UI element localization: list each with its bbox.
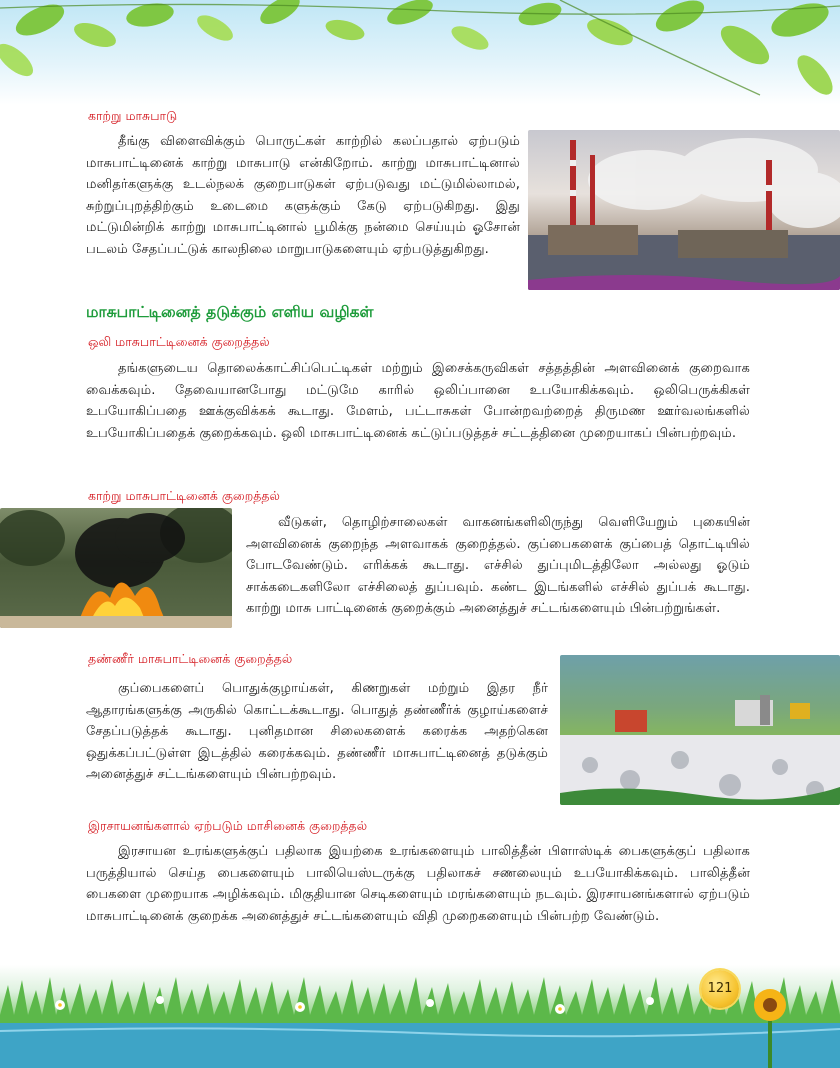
top-leaf-banner: [0, 0, 840, 105]
noise-pollution-heading: ஒலி மாசுபாட்டினைக் குறைத்தல்: [88, 334, 270, 349]
landfill-photo: [560, 655, 840, 805]
leaves-decoration-icon: [0, 0, 840, 105]
chemical-reduce-heading: இரசாயனங்களால் ஏற்படும் மாசினைக் குறைத்தல்: [88, 818, 368, 833]
fire-icon: [0, 508, 232, 628]
water-reduce-paragraph: குப்பைகளைப் பொதுக்குழாய்கள், கிணறுகள் மற்றும் இதர நீர் ஆதாரங்களுக்கு அருகில் கொட்டக்கூடாது. பொதுத் தண்ணீர்க் குழாய்களைச் சேதப்படுத்தக் கூடாது. புனிதமான சிலைகளைக் கரைக்க அதற்கென ஒதுக்கப்பட்டுள்ள இடத்தில் கரைக்கவும். தண்ணீர் மாசுபாட்டினைத் தடுக்கும் அனைத்துச் சட்டங்களையும் பின்பற்றவும்.: [86, 681, 548, 782]
page-number: 121: [701, 970, 739, 1008]
air-pollution-paragraph: தீங்கு விளைவிக்கும் பொருட்கள் காற்றில் கலப்பதால் ஏற்படும் மாசுபாட்டினைக் காற்று மாசுபாடு என்கிறோம். காற்று மாசுபாட்டினால் மனிதர்களுக்கு உடல்நலக் குறைபாடுகள் ஏற்படுவது மட்டுமில்லாமல், சுற்றுப்புறத்திற்கும் உடைமை களுக்கும் கேடு ஏற்படுகிறது. இது மட்டுமின்றிக் காற்று மாசுபாட்டினால் பூமிக்கு நன்மை செய்யும் ஓசோன் படலம் சேதப்பட்டுக் காலநிலை மாறுபாடுகளையும் ஏற்படுத்துகிறது.: [86, 134, 520, 257]
landfill-icon: [560, 655, 840, 805]
air-pollution-heading: காற்று மாசுபாடு: [88, 108, 178, 123]
factory-icon: [528, 130, 840, 290]
water-reduce-heading: தண்ணீர் மாசுபாட்டினைக் குறைத்தல்: [88, 651, 293, 666]
chemical-reduce-paragraph: இரசாயன உரங்களுக்குப் பதிலாக இயற்கை உரங்களையும் பாலித்தீன் பிளாஸ்டிக் பைகளுக்குப் பதிலாக பருத்தியால் செய்த பைகளையும் பாலியெஸ்டருக்கு பதிலாகச் சணலையும் உபயோகிக்கவும். பாலித்தீன் பைகளை முறையாக அழிக்கவும். மிகுதியான செடிகளையும் மரங்களையும் நடவும். இரசாயனங்களால் ஏற்படும் மாசுபாட்டினைக் குறைக்க அனைத்துச் சட்டங்களையும் விதி முறைகளையும் பின்பற்ற வேண்டும்.: [86, 844, 750, 924]
air-reduce-heading: காற்று மாசுபாட்டினைக் குறைத்தல்: [88, 488, 280, 503]
simple-ways-heading: மாசுபாட்டினைத் தடுக்கும் எளிய வழிகள்: [86, 303, 374, 321]
air-reduce-paragraph: வீடுகள், தொழிற்சாலைகள் வாகனங்களிலிருந்து வெளியேறும் புகையின் அளவினைக் குறைந்த அளவாகக் குறைத்தல். குப்பைகளைக் குப்பைத் தொட்டியில் போடவேண்டும். எரிக்கக் கூடாது. எச்சில் துப்புமிடத்திலோ அல்லது ஓடும் சாக்கடைகளிலோ எச்சிலைத் துப்பவும். கண்ட இடங்களில் எச்சில் துப்பக் கூடாது. காற்று மாசு பாட்டினைக் குறைக்கும் அனைத்துச் சட்டங்களையும் பின்பற்றுங்கள்.: [246, 515, 750, 616]
burning-garbage-photo: [0, 508, 232, 628]
noise-pollution-paragraph: தங்களுடைய தொலைக்காட்சிப்பெட்டிகள் மற்றும் இசைக்கருவிகள் சத்தத்தின் அளவினைக் குறைவாக வைக்கவும். தேவையானபோது மட்டுமே காரில் ஒலிப்பானை உபயோகிக்கவும். ஒலிபெருக்கிகள் உபயோகிப்பதை ஊக்குவிக்கக் கூடாது. மேளம், பட்டாசுகள் போன்றவற்றைத் திருமண ஊர்வலங்களில் உபயோகிப்பதைக் குறைக்கவும். ஒலி மாசுபாட்டினைக் கட்டுப்படுத்தச் சட்டத்தினை முறையாகப் பின்பற்றவும்.: [86, 361, 750, 441]
factory-smoke-photo: [528, 130, 840, 290]
